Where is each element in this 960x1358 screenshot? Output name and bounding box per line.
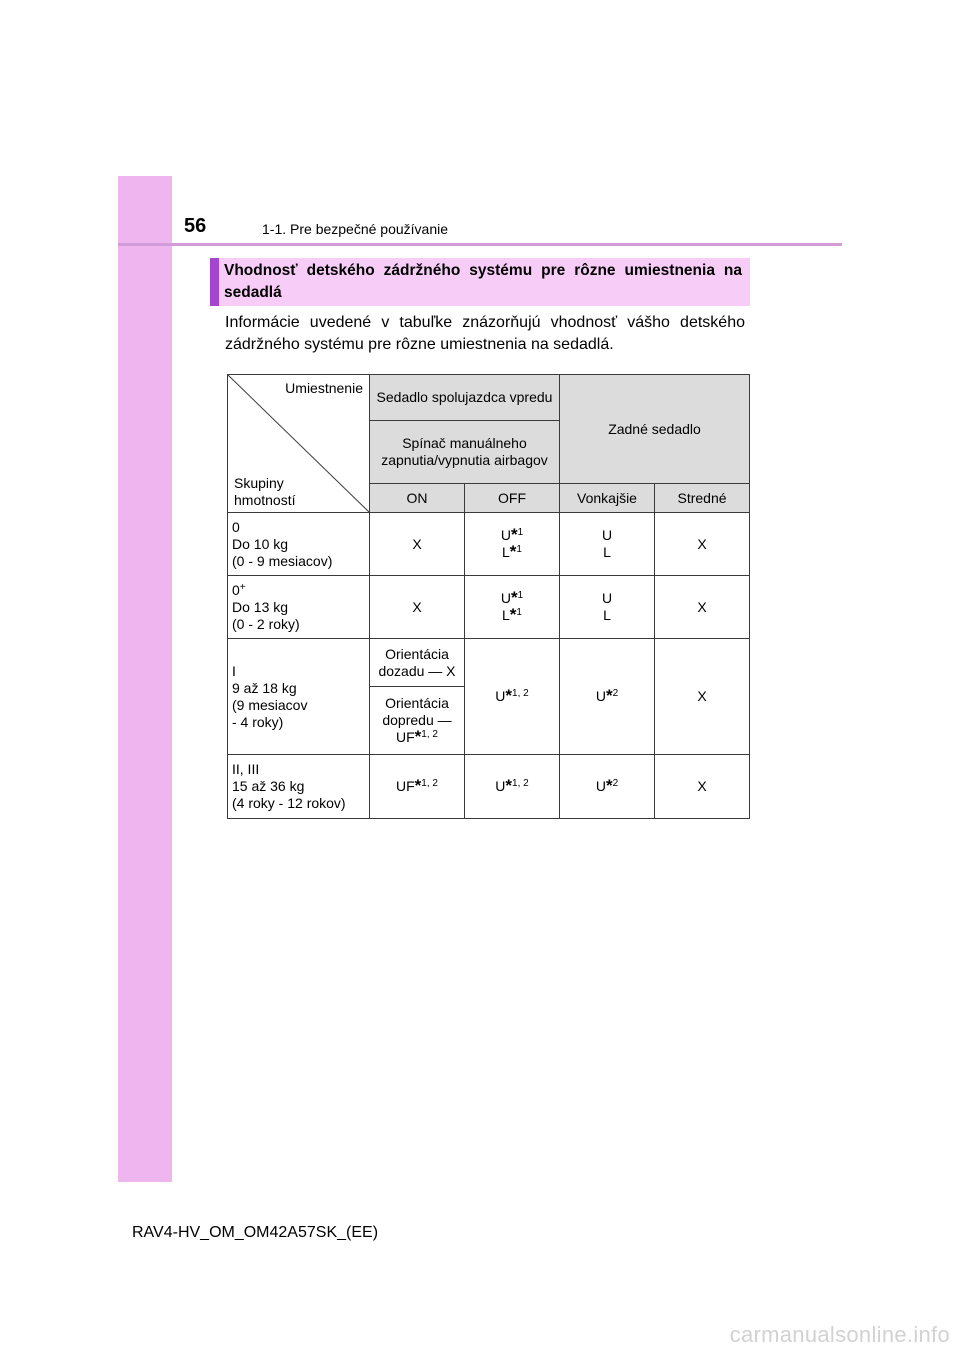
side-band	[118, 176, 172, 1182]
cell-center: X	[655, 513, 750, 576]
header-rear-seat: Zadné sedadlo	[560, 375, 750, 484]
section-heading	[210, 258, 750, 306]
table-corner-cell	[228, 375, 370, 513]
cell-center: X	[655, 639, 750, 755]
header-off: OFF	[465, 484, 560, 513]
section-title: 1-1. Pre bezpečné používanie	[262, 221, 449, 237]
table-row	[228, 639, 750, 687]
cell-outer: U L	[560, 576, 655, 639]
weight-group-cell: I 9 až 18 kg (9 mesiacov - 4 roky)	[228, 639, 370, 755]
cell-outer: U*$^2$	[560, 639, 655, 755]
cell-off: U*$^1$ L*$^1$	[465, 576, 560, 639]
cell-outer: U*$^2$	[560, 755, 655, 819]
header-on: ON	[370, 484, 465, 513]
header-outer: Vonkajšie	[560, 484, 655, 513]
cell-on-forward-facing: Orientácia dopredu — UF*$^{1, 2}$	[370, 687, 465, 755]
cell-center: X	[655, 755, 750, 819]
child-seat-suitability-table	[227, 374, 750, 819]
intro-paragraph: Informácie uvedené v tabuľke znázorňujú vhodnosť vášho detského zádržného systému pre rôzne umiestnenia na sedadlá.	[225, 314, 745, 353]
cell-off: U*$^{1, 2}$	[465, 755, 560, 819]
cell-off: U*$^1$ L*$^1$	[465, 513, 560, 576]
header-rule	[118, 243, 842, 246]
corner-label-position: Umiestnenie	[285, 380, 363, 396]
header-center: Stredné	[655, 484, 750, 513]
section-heading-text: Vhodnosť detského zádržného systému pre rôzne umiestnenia na sedadlá	[224, 262, 742, 301]
weight-group-cell: 0 Do 10 kg (0 - 9 mesiacov)	[228, 513, 370, 576]
page-number: 56	[184, 215, 207, 237]
cell-center: X	[655, 576, 750, 639]
cell-off: U*$^{1, 2}$	[465, 639, 560, 755]
cell-on: X	[370, 576, 465, 639]
table-row	[228, 576, 750, 639]
weight-group-cell: 0+ Do 13 kg (0 - 2 roky)	[228, 576, 370, 639]
corner-label-weight-groups: Skupiny hmotností	[234, 475, 296, 508]
table-row	[228, 755, 750, 819]
cell-outer: U L	[560, 513, 655, 576]
document-code: RAV4-HV_OM_OM42A57SK_(EE)	[132, 1224, 379, 1241]
header-airbag-switch: Spínač manuálneho zapnutia/vypnutia airbagov	[370, 421, 560, 484]
heading-accent-bar	[210, 258, 219, 306]
cell-on: UF*$^{1, 2}$	[370, 755, 465, 819]
header-front-passenger-seat: Sedadlo spolujazdca vpredu	[370, 375, 560, 421]
cell-on-rear-facing: Orientácia dozadu — X	[370, 639, 465, 687]
cell-on: X	[370, 513, 465, 576]
watermark: carmanualsonline.info	[729, 1322, 950, 1347]
table-row	[228, 513, 750, 576]
weight-group-cell: II, III 15 až 36 kg (4 roky - 12 rokov)	[228, 755, 370, 819]
